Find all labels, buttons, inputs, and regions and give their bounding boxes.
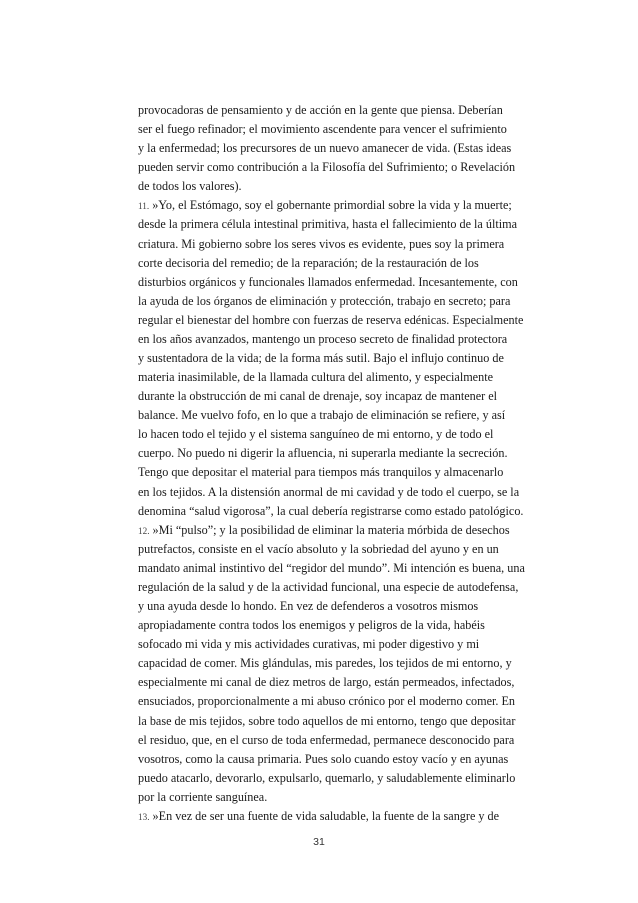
paragraph-number: 11. (138, 201, 150, 212)
line-text: capacidad de comer. Mis glándulas, mis paredes, los tejidos de mi entorno, y (138, 656, 512, 671)
text-line (138, 616, 558, 635)
text-line (138, 101, 558, 120)
line-text: cuerpo. No puedo ni digerir la afluencia, ni superarla mediante la secreción. (138, 446, 508, 461)
line-text: criatura. Mi gobierno sobre los seres vivos es evidente, pues soy la primera (138, 236, 505, 251)
text-line (138, 254, 558, 273)
text-line (138, 273, 558, 292)
line-text: sofocado mi vida y mis actividades curativas, mi poder digestivo y mi (138, 637, 480, 652)
text-line (138, 463, 558, 482)
text-line (138, 311, 558, 330)
text-line (138, 349, 558, 368)
text-line (138, 750, 558, 769)
line-text: la base de mis tejidos, sobre todo aquellos de mi entorno, tengo que depositar (138, 713, 516, 728)
text-line (138, 559, 558, 578)
line-text: denomina “salud vigorosa”, la cual debería registrarse como estado patológico. (138, 503, 524, 518)
line-text: »Yo, el Estómago, soy el gobernante primordial sobre la vida y la muerte; (149, 198, 512, 213)
line-text: puedo atacarlo, devorarlo, expulsarlo, quemarlo, y saludablemente eliminarlo (138, 770, 516, 785)
text-line (138, 540, 558, 559)
line-text: corte decisoria del remedio; de la reparación; de la restauración de los (138, 255, 479, 270)
text-line (138, 120, 558, 139)
line-text: mandato animal instintivo del “regidor del mundo”. Mi intención es buena, una (138, 560, 525, 575)
text-line (138, 292, 558, 311)
text-line (138, 673, 558, 692)
line-text: la ayuda de los órganos de eliminación y protección, trabajo en secreto; para (138, 293, 511, 308)
text-line (138, 196, 558, 215)
text-line (138, 425, 558, 444)
line-text: por la corriente sanguínea. (138, 789, 268, 804)
text-line (138, 654, 558, 673)
line-text: disturbios orgánicos y funcionales llamados enfermedad. Incesantemente, con (138, 274, 518, 289)
line-text: y sustentadora de la vida; de la forma más sutil. Bajo el influjo continuo de (138, 351, 504, 366)
text-line (138, 406, 558, 425)
paragraph-number: 12. (138, 525, 150, 536)
line-text: Tengo que depositar el material para tiempos más tranquilos y almacenarlo (138, 465, 504, 480)
line-text: balance. Me vuelvo fofo, en lo que a trabajo de eliminación se refiere, y así (138, 408, 506, 423)
line-text: de todos los valores). (138, 179, 242, 194)
text-line (138, 158, 558, 177)
text-line (138, 597, 558, 616)
text-line (138, 788, 558, 807)
line-text: el residuo, que, en el curso de toda enfermedad, permanece desconocido para (138, 732, 515, 747)
line-text: en los tejidos. A la distensión anormal de mi cavidad y de todo el cuerpo, se la (138, 484, 520, 499)
page-number: 31 (313, 836, 325, 848)
text-line (138, 521, 558, 540)
line-text: durante la obstrucción de mi canal de drenaje, soy incapaz de mantener el (138, 389, 498, 404)
line-text: desde la primera célula intestinal primitiva, hasta el fallecimiento de la última (138, 217, 518, 232)
text-line (138, 692, 558, 711)
text-line (138, 215, 558, 234)
text-line (138, 444, 558, 463)
text-line (138, 712, 558, 731)
line-text: »Mi “pulso”; y la posibilidad de eliminar la materia mórbida de desechos (149, 522, 510, 537)
text-line (138, 807, 558, 826)
line-text: vosotros, como la causa primaria. Pues solo cuando estoy vacío y en ayunas (138, 751, 509, 766)
text-line (138, 139, 558, 158)
line-text: ser el fuego refinador; el movimiento ascendente para vencer el sufrimiento (138, 122, 507, 137)
text-line (138, 731, 558, 750)
line-text: ensuciados, proporcionalmente a mi abuso crónico por el moderno comer. En (138, 694, 516, 709)
paragraph-number: 13. (138, 811, 150, 822)
line-text: y la enfermedad; los precursores de un nuevo amanecer de vida. (Estas ideas (138, 141, 512, 156)
line-text: regular el bienestar del hombre con fuerzas de reserva edénicas. Especialmente (138, 312, 524, 327)
line-text: y una ayuda desde lo hondo. En vez de defenderos a vosotros mismos (138, 599, 479, 614)
text-line (138, 483, 558, 502)
line-text: especialmente mi canal de diez metros de largo, están permeados, infectados, (138, 675, 515, 690)
text-line (138, 177, 558, 196)
text-line (138, 330, 558, 349)
line-text: regulación de la salud y de la actividad funcional, una especie de autodefensa, (138, 579, 519, 594)
line-text: pueden servir como contribución a la Filosofía del Sufrimiento; o Revelación (138, 160, 516, 175)
line-text: lo hacen todo el tejido y el sistema sanguíneo de mi entorno, y de todo el (138, 427, 494, 442)
text-line (138, 578, 558, 597)
line-text: putrefactos, consiste en el vacío absoluto y la sobriedad del ayuno y en un (138, 541, 499, 556)
text-line (138, 235, 558, 254)
line-text: materia inasimilable, de la llamada cultura del alimento, y especialmente (138, 370, 493, 385)
text-line (138, 502, 558, 521)
text-line (138, 368, 558, 387)
line-text: en los años avanzados, mantengo un proceso secreto de finalidad protectora (138, 331, 508, 346)
line-text: »En vez de ser una fuente de vida saludable, la fuente de la sangre y de (149, 808, 500, 823)
text-line (138, 387, 558, 406)
text-line (138, 635, 558, 654)
line-text: provocadoras de pensamiento y de acción en la gente que piensa. Deberían (138, 103, 503, 117)
text-line (138, 769, 558, 788)
body-text (138, 101, 558, 826)
line-text: apropiadamente contra todos los enemigos y peligros de la vida, habéis (138, 618, 485, 633)
